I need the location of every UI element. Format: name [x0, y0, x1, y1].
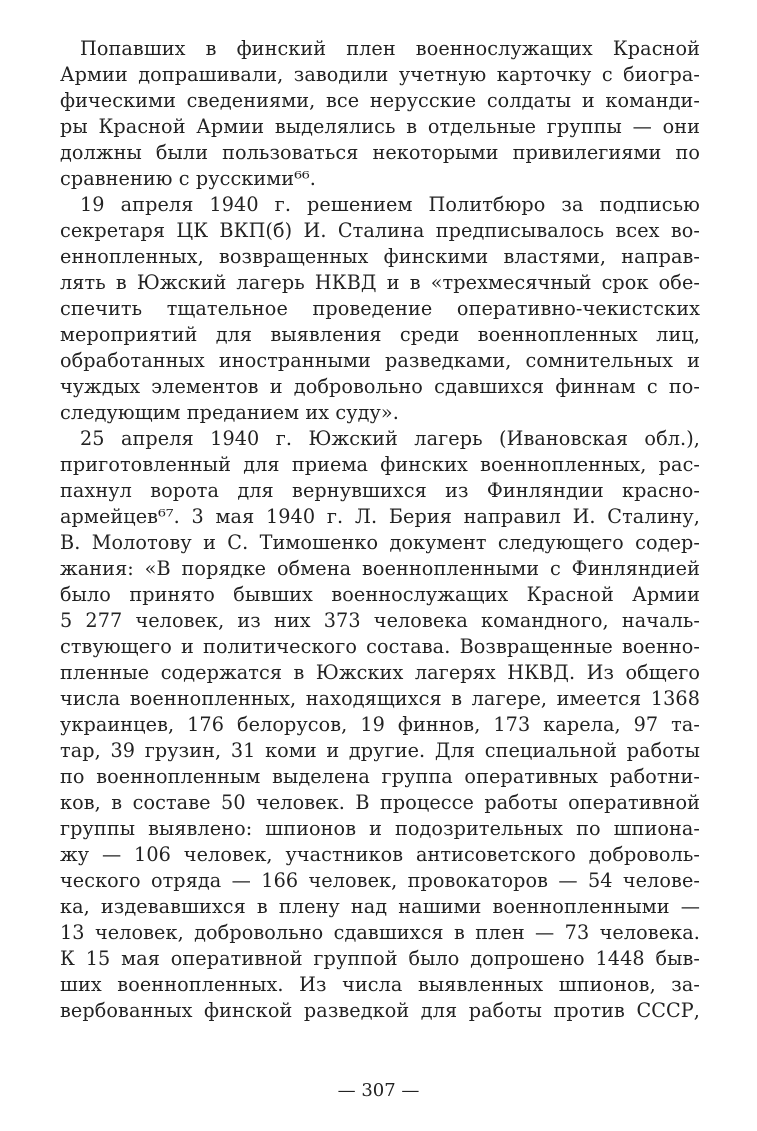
text-line: Армии допрашивали, заводили учетную карточку с биогра-	[60, 63, 700, 86]
text-line: ствующего и политического состава. Возвращенные военно-	[60, 635, 700, 658]
text-line: было принято бывших военнослужащих Красной Армии	[60, 583, 700, 606]
text-line: спечить тщательное проведение оперативно-чекистских	[60, 297, 700, 320]
page-number: — 307 —	[337, 1080, 420, 1101]
text-line: следующим преданием их суду».	[60, 401, 399, 424]
text-line: В. Молотову и С. Тимошенко документ следующего содер-	[60, 531, 700, 554]
text-line: ка, издевавшихся в плену над нашими военнопленными —	[60, 895, 700, 918]
text-line: обработанных иностранными разведками, сомнительных и	[60, 349, 700, 372]
text-line: 5 277 человек, из них 373 человека командного, началь-	[60, 609, 700, 632]
text-line: группы выявлено: шпионов и подозрительных по шпиона-	[60, 817, 700, 840]
text-line: мероприятий для выявления среди военнопленных лиц,	[60, 323, 700, 346]
text-line: 13 человек, добровольно сдавшихся в плен — 73 человека.	[60, 921, 700, 944]
page-text	[60, 36, 700, 1024]
text-line: тар, 39 грузин, 31 коми и другие. Для специальной работы	[60, 739, 700, 762]
text-line: ры Красной Армии выделялись в отдельные группы — они	[60, 115, 700, 138]
text-line: ческого отряда — 166 человек, провокаторов — 54 челове-	[60, 869, 700, 892]
text-line: фическими сведениями, все нерусские солдаты и команди-	[60, 89, 700, 112]
text-line: жу — 106 человек, участников антисоветского доброволь-	[60, 843, 700, 866]
text-line: чуждых элементов и добровольно сдавшихся финнам с по-	[60, 375, 700, 398]
text-line: секретаря ЦК ВКП(б) И. Сталина предписывалось всех во-	[60, 219, 700, 242]
text-line: ших военнопленных. Из числа выявленных шпионов, за-	[60, 973, 700, 996]
text-line: должны были пользоваться некоторыми привилегиями по	[60, 141, 700, 164]
text-line: пахнул ворота для вернувшихся из Финляндии красно-	[60, 479, 700, 502]
text-line: армейцев⁶⁷. 3 мая 1940 г. Л. Берия направил И. Сталину,	[60, 505, 700, 528]
text-line: украинцев, 176 белорусов, 19 финнов, 173 карела, 97 та-	[60, 713, 700, 736]
text-line: вербованных финской разведкой для работы против СССР,	[60, 999, 700, 1022]
text-line: лять в Южский лагерь НКВД и в «трехмесячный срок обе-	[60, 271, 700, 294]
text-line: К 15 мая оперативной группой было допрошено 1448 быв-	[60, 947, 700, 970]
text-line: приготовленный для приема финских военнопленных, рас-	[60, 453, 700, 476]
text-line: еннопленных, возвращенных финскими властями, направ-	[60, 245, 700, 268]
text-line: ков, в составе 50 человек. В процессе работы оперативной	[60, 791, 700, 814]
text-line: пленные содержатся в Южских лагерях НКВД. Из общего	[60, 661, 700, 684]
text-line: жания: «В порядке обмена военнопленными с Финляндией	[60, 557, 700, 580]
text-line: Попавших в финский плен военнослужащих Красной	[80, 37, 700, 60]
text-line: 25 апреля 1940 г. Южский лагерь (Ивановская обл.),	[80, 427, 700, 450]
text-line: сравнению с русскими⁶⁶.	[60, 167, 316, 190]
text-line: числа военнопленных, находящихся в лагере, имеется 1368	[60, 687, 700, 710]
text-line: 19 апреля 1940 г. решением Политбюро за подписью	[80, 193, 700, 216]
text-line: по военнопленным выделена группа оперативных работни-	[60, 765, 700, 788]
